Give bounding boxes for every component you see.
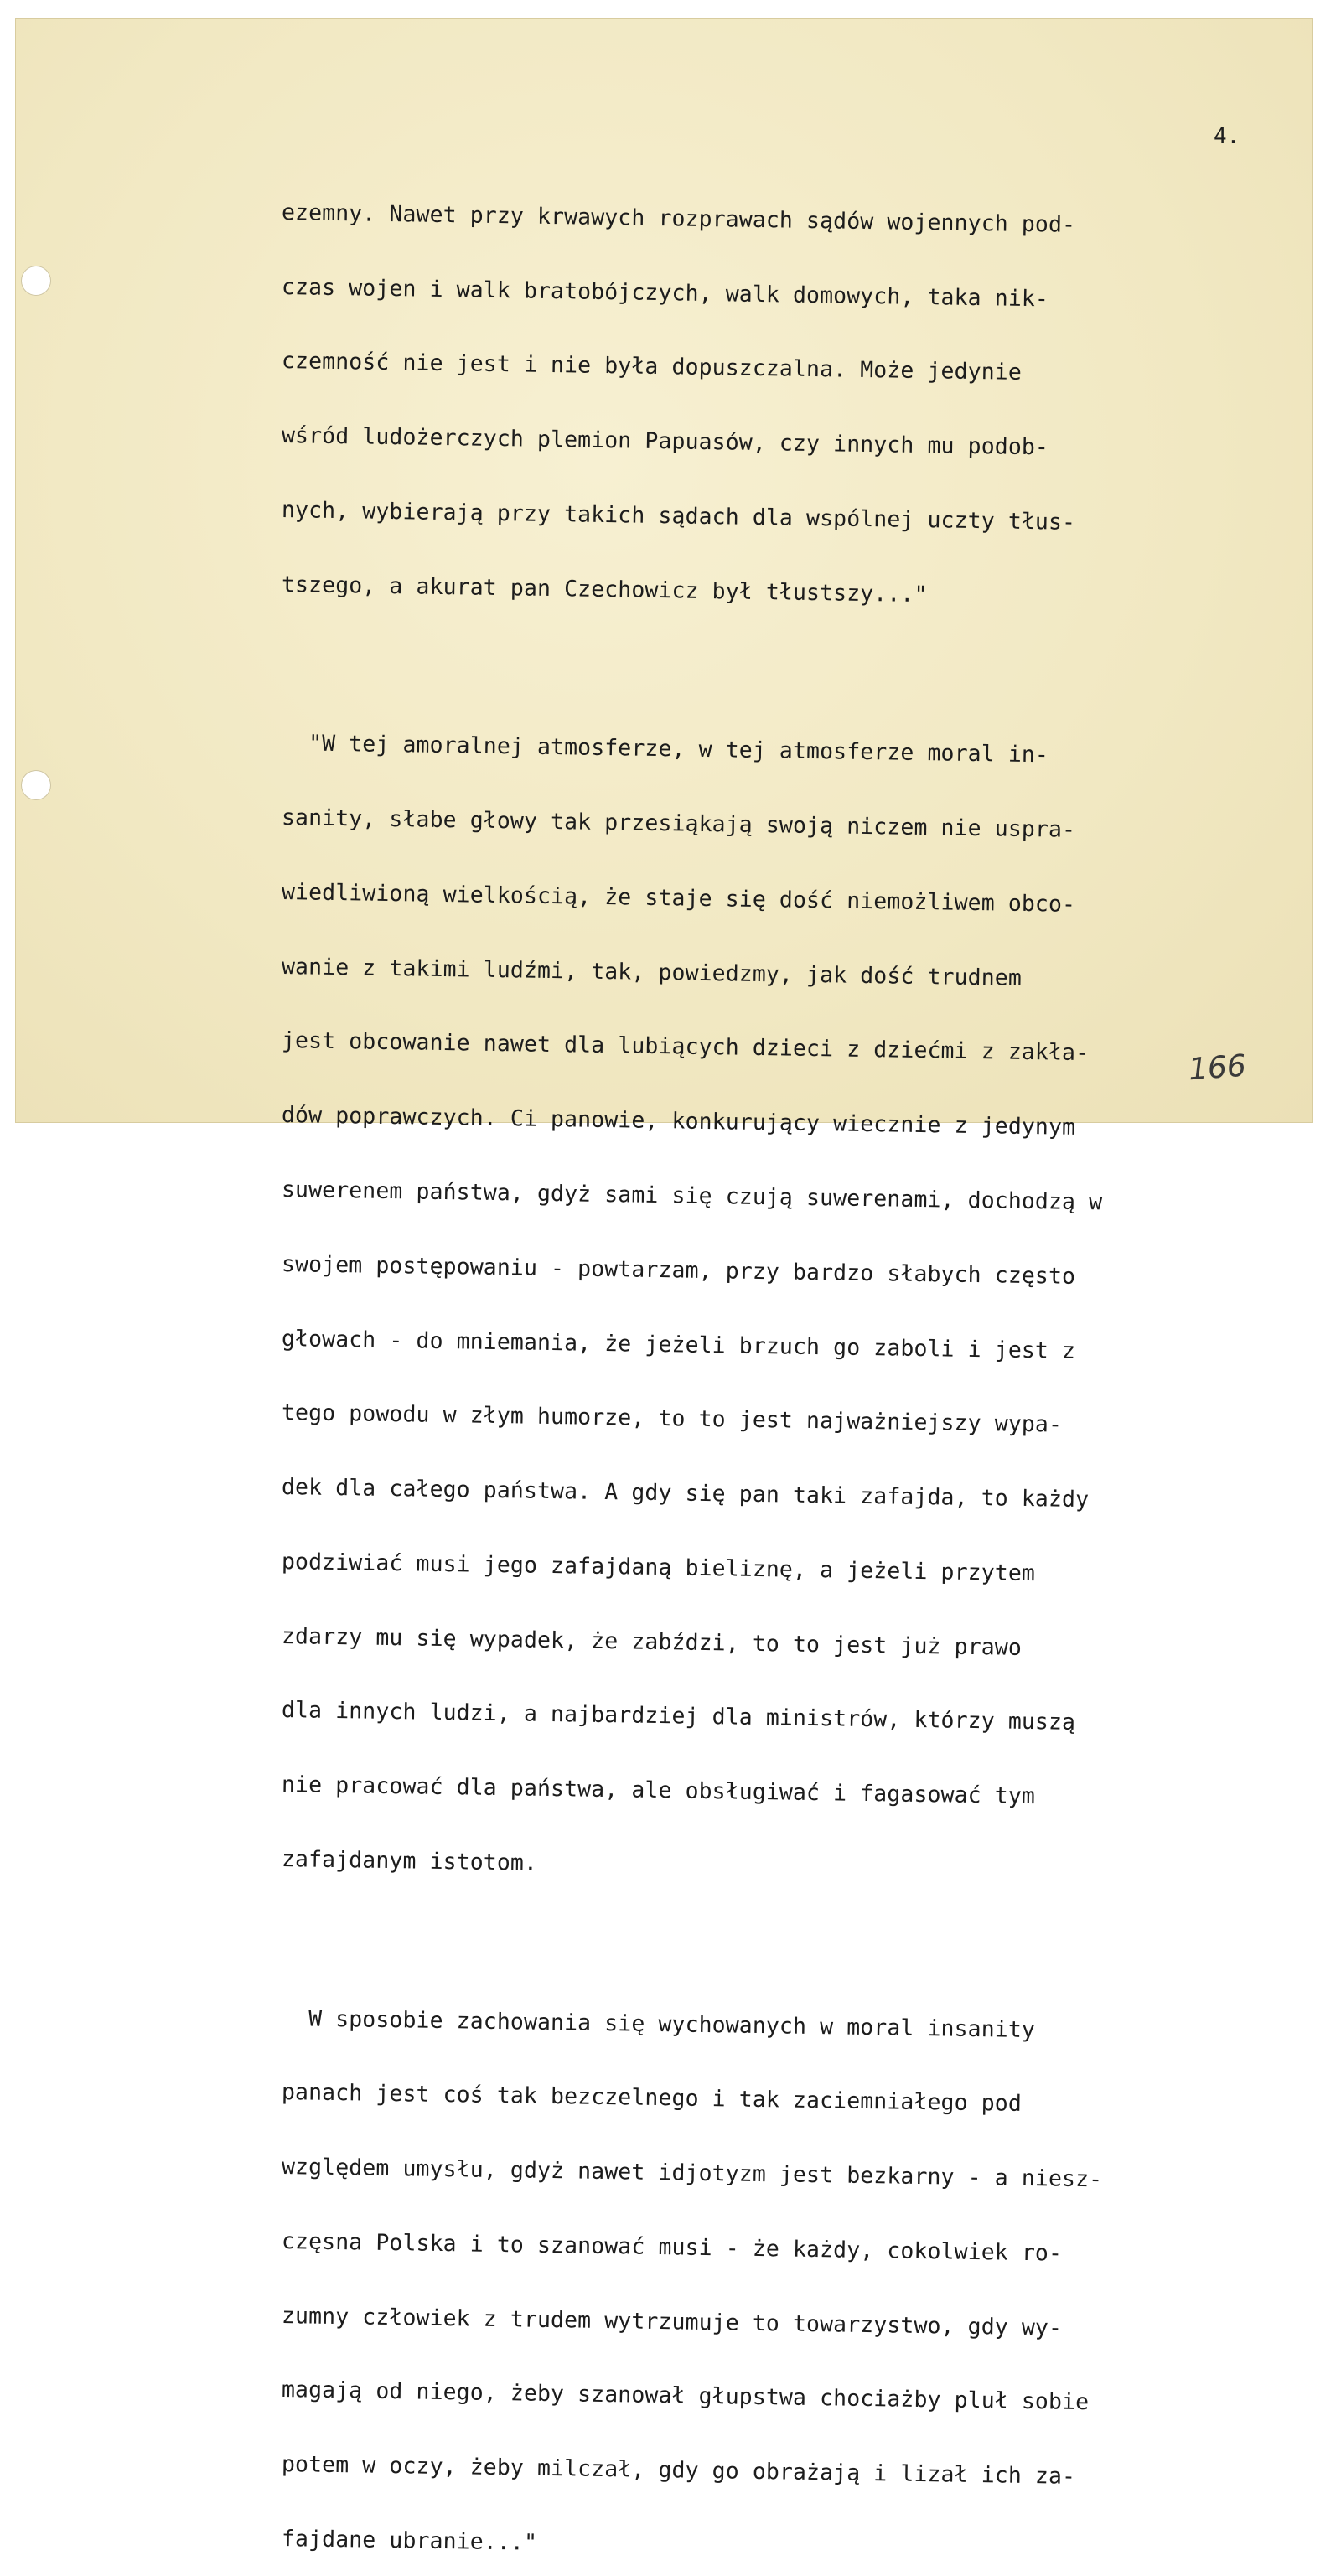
text-line: nie pracować dla państwa, ale obsługiwać i fagasować tym xyxy=(281,1772,1036,1810)
text-line: ezemny. Nawet przy krwawych rozprawach sądów wojennych pod- xyxy=(281,199,1076,238)
text-line: nych, wybierają przy takich sądach dla wspólnej uczty tłus- xyxy=(281,496,1076,535)
text-line: zumny człowiek z trudem wytrzumuje to towarzystwo, gdy wy- xyxy=(281,2302,1063,2341)
paragraph-gap xyxy=(282,646,1279,656)
text-line: potem w oczy, żeby milczał, gdy go obrażają i lizał ich za- xyxy=(281,2451,1076,2491)
text-line: W sposobie zachowania się wychowanych w moral insanity xyxy=(281,2004,1036,2043)
text-line: "W tej amoralnej atmosferze, w tej atmosferze moral in- xyxy=(281,730,1049,768)
text-line: panach jest coś tak bezczelnego i tak zaciemniałego pod xyxy=(281,2079,1023,2118)
text-line: sanity, słabe głowy tak przesiąkają swoją niczem nie uspra- xyxy=(281,804,1076,843)
text-line: swojem postępowaniu - powtarzam, przy bardzo słabych często xyxy=(281,1250,1076,1290)
text-line: magają od niego, żeby szanował głupstwa chociażby pluł sobie xyxy=(281,2377,1090,2416)
text-line: wiedliwioną wielkością, że staje się dość niemożliwem obco- xyxy=(281,878,1076,918)
typed-text-body xyxy=(282,126,1279,2576)
text-line: dla innych ludzi, a najbardziej dla ministrów, którzy muszą xyxy=(281,1697,1076,1736)
text-line: podziwiać musi jego zafajdaną bieliznę, a jeżeli przytem xyxy=(281,1548,1036,1586)
text-line: zdarzy mu się wypadek, że zabździ, to to jest już prawo xyxy=(281,1622,1023,1661)
text-line: dów poprawczych. Ci panowie, konkurujący wiecznie z jedynym xyxy=(281,1102,1076,1141)
text-line: tego powodu w złym humorze, to to jest najważniejszy wypa- xyxy=(281,1399,1063,1438)
text-line: częsna Polska i to szanować musi - że każdy, cokolwiek ro- xyxy=(281,2227,1063,2267)
page-number: 4. xyxy=(1214,124,1240,149)
text-line: dek dla całego państwa. A gdy się pan taki zafajda, to każdy xyxy=(281,1474,1090,1513)
text-line: głowach - do mniemania, że jeżeli brzuch go zaboli i jest z xyxy=(281,1325,1076,1364)
text-line: wśród ludożerczych plemion Papuasów, czy innych mu podob- xyxy=(281,422,1049,461)
archive-page-number: 166 xyxy=(1187,1048,1248,1088)
text-line: jest obcowanie nawet dla lubiących dzieci z dziećmi z zakła- xyxy=(281,1027,1090,1067)
text-line: zafajdanym istotom. xyxy=(281,1845,538,1876)
text-line: względem umysłu, gdyż nawet idjotyzm jest bezkarny - a niesz- xyxy=(281,2154,1103,2193)
punch-hole-top xyxy=(22,266,50,295)
text-line: tszego, a akurat pan Czechowicz był tłustszy..." xyxy=(281,571,928,608)
punch-hole-bottom xyxy=(22,771,50,799)
paragraph-gap xyxy=(282,1922,1279,1932)
text-line: suwerenem państwa, gdyż sami się czują suwerenami, dochodzą w xyxy=(281,1176,1103,1216)
text-line: wanie z takimi ludźmi, tak, powiedzmy, jak dość trudnem xyxy=(281,953,1023,991)
text-line: czas wojen i walk bratobójczych, walk domowych, taka nik- xyxy=(281,273,1049,312)
text-line: fajdane ubranie..." xyxy=(281,2526,538,2556)
text-line: czemność nie jest i nie była dopuszczalna. Może jedynie xyxy=(281,348,1023,386)
